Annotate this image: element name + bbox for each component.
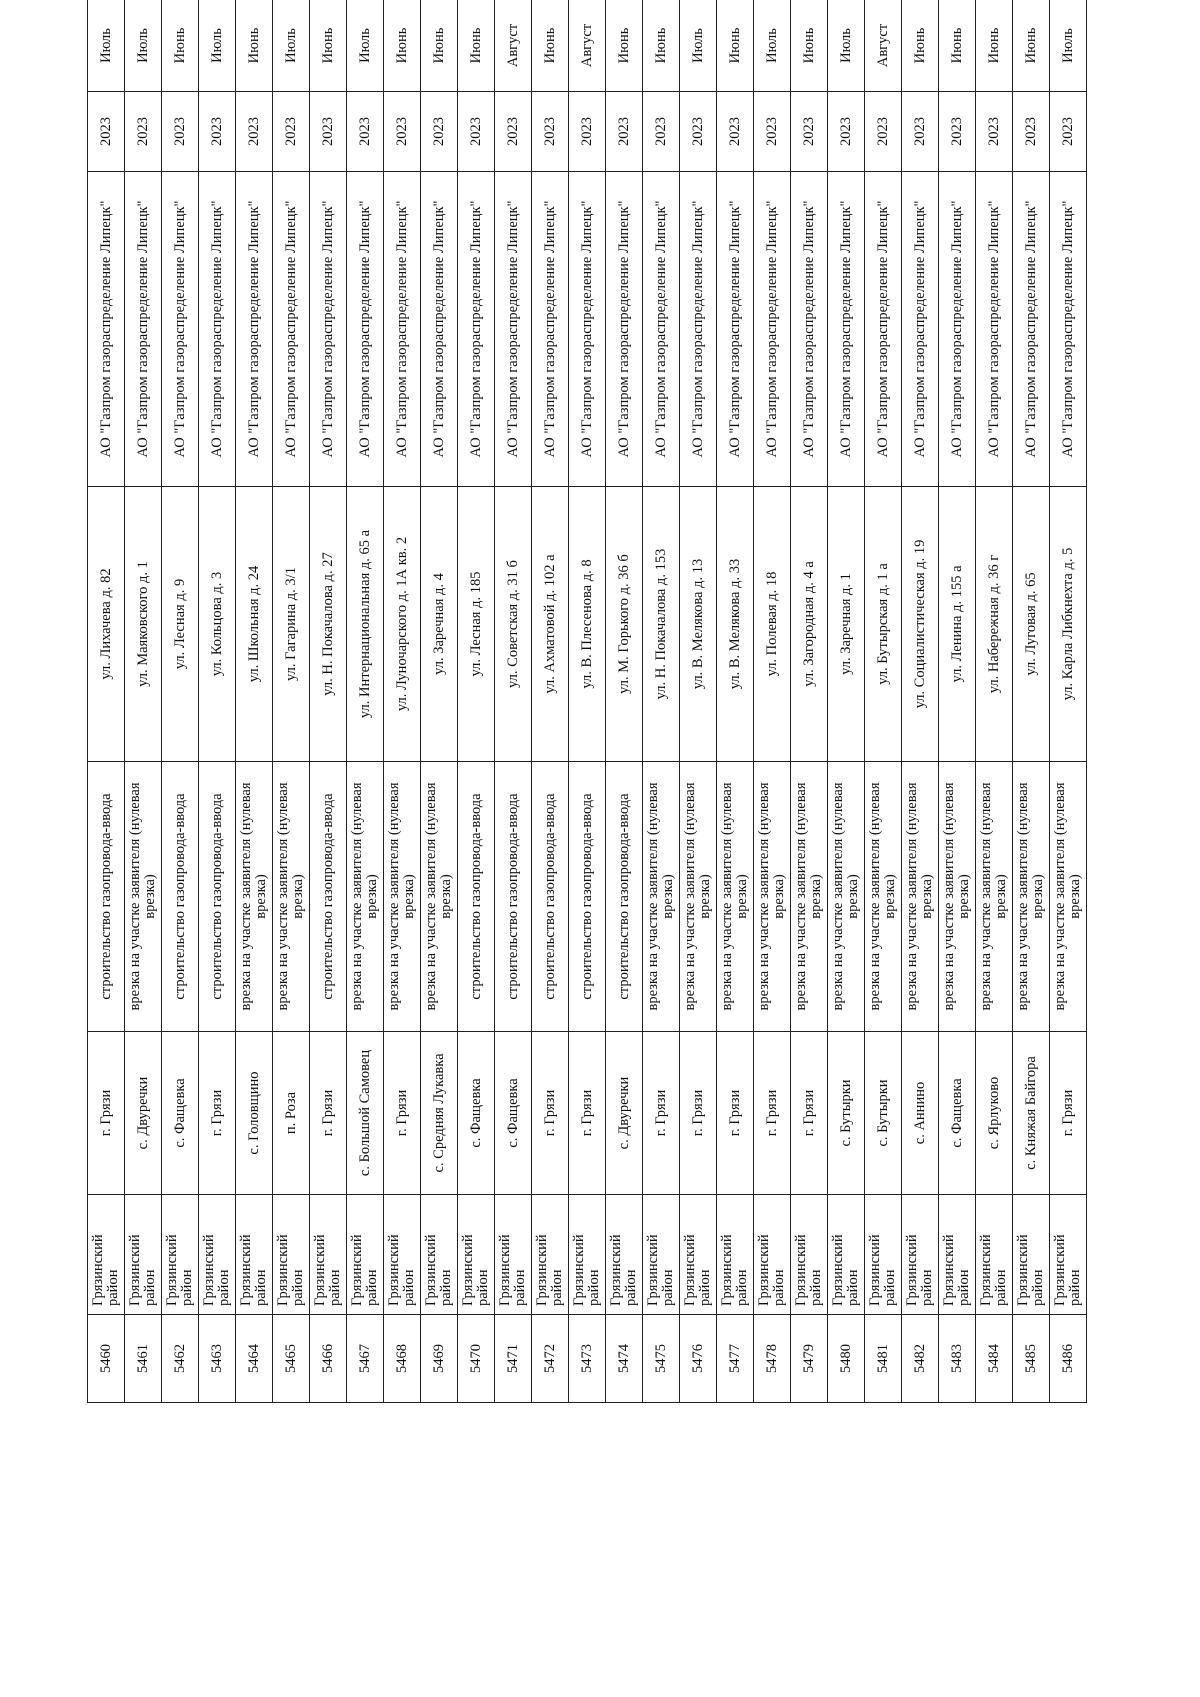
year-cell: 2023	[347, 92, 384, 172]
address-cell: ул. Полевая д. 18	[754, 487, 791, 762]
organization-cell: АО "Газпром газораспределение Липецк"	[717, 172, 754, 487]
address-cell: ул. Заречная д. 4	[421, 487, 458, 762]
locality-cell: с. Двуречки	[125, 1032, 162, 1195]
work-type-cell: строительство газопровода-ввода	[310, 762, 347, 1032]
district-cell: Грязинский район	[310, 1195, 347, 1315]
row-number-cell: 5469	[421, 1315, 458, 1403]
work-type-cell: врезка на участке заявителя (нулевая врезка)	[717, 762, 754, 1032]
row-number-cell: 5478	[754, 1315, 791, 1403]
month-cell: Июнь	[606, 0, 643, 92]
locality-cell: г. Грязи	[791, 1032, 828, 1195]
year-cell: 2023	[754, 92, 791, 172]
organization-cell: АО "Газпром газораспределение Липецк"	[643, 172, 680, 487]
address-cell: ул. Загородная д. 4 а	[791, 487, 828, 762]
locality-cell: с. Большой Самовец	[347, 1032, 384, 1195]
work-type-cell: врезка на участке заявителя (нулевая врезка)	[1050, 762, 1087, 1032]
organization-cell: АО "Газпром газораспределение Липецк"	[680, 172, 717, 487]
district-cell: Грязинский район	[125, 1195, 162, 1315]
row-number-cell: 5464	[236, 1315, 273, 1403]
work-type-cell: врезка на участке заявителя (нулевая врезка)	[828, 762, 865, 1032]
work-type-cell: врезка на участке заявителя (нулевая врезка)	[236, 762, 273, 1032]
address-cell: ул. Набережная д. 36 г	[976, 487, 1013, 762]
locality-cell: с. Головщино	[236, 1032, 273, 1195]
table-row	[162, 0, 199, 1403]
table-row	[421, 0, 458, 1403]
district-cell: Грязинский район	[88, 1195, 125, 1315]
work-type-cell: врезка на участке заявителя (нулевая врезка)	[421, 762, 458, 1032]
address-cell: ул. Кольцова д. 3	[199, 487, 236, 762]
month-cell: Июль	[1050, 0, 1087, 92]
district-cell: Грязинский район	[902, 1195, 939, 1315]
district-cell: Грязинский район	[828, 1195, 865, 1315]
organization-cell: АО "Газпром газораспределение Липецк"	[421, 172, 458, 487]
locality-cell: с. Ярлуково	[976, 1032, 1013, 1195]
organization-cell: АО "Газпром газораспределение Липецк"	[199, 172, 236, 487]
table-row	[273, 0, 310, 1403]
locality-cell: с. Средняя Лукавка	[421, 1032, 458, 1195]
row-number-cell: 5480	[828, 1315, 865, 1403]
month-cell: Август	[495, 0, 532, 92]
row-number-cell: 5470	[458, 1315, 495, 1403]
month-cell: Июль	[828, 0, 865, 92]
address-cell: ул. Бутырская д. 1 а	[865, 487, 902, 762]
locality-cell: с. Аннино	[902, 1032, 939, 1195]
row-number-cell: 5475	[643, 1315, 680, 1403]
month-cell: Июнь	[976, 0, 1013, 92]
district-cell: Грязинский район	[680, 1195, 717, 1315]
year-cell: 2023	[125, 92, 162, 172]
month-cell: Июнь	[310, 0, 347, 92]
organization-cell: АО "Газпром газораспределение Липецк"	[162, 172, 199, 487]
table-row	[902, 0, 939, 1403]
month-cell: Июль	[273, 0, 310, 92]
locality-cell: с. Фащевка	[458, 1032, 495, 1195]
table-row	[680, 0, 717, 1403]
address-cell: ул. Интернациональная д. 65 а	[347, 487, 384, 762]
district-cell: Грязинский район	[754, 1195, 791, 1315]
month-cell: Август	[569, 0, 606, 92]
year-cell: 2023	[88, 92, 125, 172]
month-cell: Июль	[680, 0, 717, 92]
address-cell: ул. Ленина д. 155 а	[939, 487, 976, 762]
work-type-cell: строительство газопровода-ввода	[199, 762, 236, 1032]
work-type-cell: врезка на участке заявителя (нулевая врезка)	[791, 762, 828, 1032]
locality-cell: г. Грязи	[643, 1032, 680, 1195]
organization-cell: АО "Газпром газораспределение Липецк"	[865, 172, 902, 487]
month-cell: Июнь	[458, 0, 495, 92]
locality-cell: п. Роза	[273, 1032, 310, 1195]
locality-cell: с. Фащевка	[939, 1032, 976, 1195]
month-cell: Июль	[199, 0, 236, 92]
month-cell: Июнь	[643, 0, 680, 92]
address-cell: ул. Лесная д. 9	[162, 487, 199, 762]
work-type-cell: врезка на участке заявителя (нулевая врезка)	[384, 762, 421, 1032]
work-type-cell: врезка на участке заявителя (нулевая врезка)	[902, 762, 939, 1032]
row-number-cell: 5479	[791, 1315, 828, 1403]
year-cell: 2023	[532, 92, 569, 172]
address-cell: ул. Лихачева д. 82	[88, 487, 125, 762]
month-cell: Июнь	[902, 0, 939, 92]
address-cell: ул. Луночарского д. 1А кв. 2	[384, 487, 421, 762]
address-cell: ул. Карла Либкнехта д. 5	[1050, 487, 1087, 762]
year-cell: 2023	[606, 92, 643, 172]
district-cell: Грязинский район	[717, 1195, 754, 1315]
district-cell: Грязинский район	[791, 1195, 828, 1315]
locality-cell: г. Грязи	[199, 1032, 236, 1195]
year-cell: 2023	[569, 92, 606, 172]
row-number-cell: 5465	[273, 1315, 310, 1403]
table-row	[1050, 0, 1087, 1403]
month-cell: Август	[865, 0, 902, 92]
row-number-cell: 5460	[88, 1315, 125, 1403]
work-type-cell: врезка на участке заявителя (нулевая врезка)	[1013, 762, 1050, 1032]
month-cell: Июнь	[236, 0, 273, 92]
organization-cell: АО "Газпром газораспределение Липецк"	[902, 172, 939, 487]
table-row	[310, 0, 347, 1403]
locality-cell: г. Грязи	[310, 1032, 347, 1195]
locality-cell: г. Грязи	[1050, 1032, 1087, 1195]
rotated-page	[87, 0, 1087, 1403]
row-number-cell: 5477	[717, 1315, 754, 1403]
year-cell: 2023	[828, 92, 865, 172]
locality-cell: с. Бутырки	[828, 1032, 865, 1195]
organization-cell: АО "Газпром газораспределение Липецк"	[347, 172, 384, 487]
organization-cell: АО "Газпром газораспределение Липецк"	[88, 172, 125, 487]
locality-cell: с. Фащевка	[162, 1032, 199, 1195]
row-number-cell: 5468	[384, 1315, 421, 1403]
locality-cell: г. Грязи	[680, 1032, 717, 1195]
table-row	[939, 0, 976, 1403]
work-type-cell: строительство газопровода-ввода	[532, 762, 569, 1032]
table-row	[828, 0, 865, 1403]
month-cell: Июнь	[162, 0, 199, 92]
row-number-cell: 5473	[569, 1315, 606, 1403]
year-cell: 2023	[976, 92, 1013, 172]
row-number-cell: 5467	[347, 1315, 384, 1403]
district-cell: Грязинский район	[236, 1195, 273, 1315]
year-cell: 2023	[273, 92, 310, 172]
district-cell: Грязинский район	[273, 1195, 310, 1315]
organization-cell: АО "Газпром газораспределение Липецк"	[310, 172, 347, 487]
locality-cell: г. Грязи	[754, 1032, 791, 1195]
district-cell: Грязинский район	[162, 1195, 199, 1315]
table-row	[606, 0, 643, 1403]
work-type-cell: строительство газопровода-ввода	[569, 762, 606, 1032]
district-cell: Грязинский район	[532, 1195, 569, 1315]
row-number-cell: 5466	[310, 1315, 347, 1403]
address-cell: ул. Социалистическая д. 19	[902, 487, 939, 762]
row-number-cell: 5472	[532, 1315, 569, 1403]
table-row	[532, 0, 569, 1403]
district-cell: Грязинский район	[569, 1195, 606, 1315]
organization-cell: АО "Газпром газораспределение Липецк"	[754, 172, 791, 487]
year-cell: 2023	[1050, 92, 1087, 172]
row-number-cell: 5471	[495, 1315, 532, 1403]
locality-cell: с. Двуречки	[606, 1032, 643, 1195]
year-cell: 2023	[421, 92, 458, 172]
organization-cell: АО "Газпром газораспределение Липецк"	[384, 172, 421, 487]
row-number-cell: 5476	[680, 1315, 717, 1403]
table-row	[458, 0, 495, 1403]
year-cell: 2023	[458, 92, 495, 172]
locality-cell: г. Грязи	[532, 1032, 569, 1195]
table-row	[754, 0, 791, 1403]
work-type-cell: строительство газопровода-ввода	[606, 762, 643, 1032]
address-cell: ул. Советская д. 31 б	[495, 487, 532, 762]
district-cell: Грязинский район	[976, 1195, 1013, 1315]
work-type-cell: врезка на участке заявителя (нулевая врезка)	[939, 762, 976, 1032]
row-number-cell: 5481	[865, 1315, 902, 1403]
address-cell: ул. Луговая д. 65	[1013, 487, 1050, 762]
address-cell: ул. Гагарина д. 3/1	[273, 487, 310, 762]
work-type-cell: врезка на участке заявителя (нулевая врезка)	[125, 762, 162, 1032]
month-cell: Июнь	[532, 0, 569, 92]
organization-cell: АО "Газпром газораспределение Липецк"	[939, 172, 976, 487]
address-cell: ул. Н. Покачалова д. 27	[310, 487, 347, 762]
table-row	[384, 0, 421, 1403]
table-row	[717, 0, 754, 1403]
table-row	[88, 0, 125, 1403]
year-cell: 2023	[1013, 92, 1050, 172]
table-row	[125, 0, 162, 1403]
month-cell: Июль	[88, 0, 125, 92]
year-cell: 2023	[162, 92, 199, 172]
row-number-cell: 5482	[902, 1315, 939, 1403]
organization-cell: АО "Газпром газораспределение Липецк"	[1050, 172, 1087, 487]
address-cell: ул. М. Горького д. 36 б	[606, 487, 643, 762]
organization-cell: АО "Газпром газораспределение Липецк"	[569, 172, 606, 487]
address-cell: ул. Школьная д. 24	[236, 487, 273, 762]
year-cell: 2023	[310, 92, 347, 172]
year-cell: 2023	[939, 92, 976, 172]
table-row	[643, 0, 680, 1403]
locality-cell: г. Грязи	[717, 1032, 754, 1195]
year-cell: 2023	[495, 92, 532, 172]
address-cell: ул. Ахматовой д. 102 а	[532, 487, 569, 762]
table-row	[236, 0, 273, 1403]
table-row	[976, 0, 1013, 1403]
locality-cell: с. Бутырки	[865, 1032, 902, 1195]
row-number-cell: 5485	[1013, 1315, 1050, 1403]
year-cell: 2023	[791, 92, 828, 172]
organization-cell: АО "Газпром газораспределение Липецк"	[273, 172, 310, 487]
organization-cell: АО "Газпром газораспределение Липецк"	[125, 172, 162, 487]
year-cell: 2023	[199, 92, 236, 172]
address-cell: ул. Заречная д. 1	[828, 487, 865, 762]
row-number-cell: 5483	[939, 1315, 976, 1403]
row-number-cell: 5462	[162, 1315, 199, 1403]
month-cell: Июнь	[717, 0, 754, 92]
organization-cell: АО "Газпром газораспределение Липецк"	[495, 172, 532, 487]
organization-cell: АО "Газпром газораспределение Липецк"	[1013, 172, 1050, 487]
month-cell: Июнь	[384, 0, 421, 92]
district-cell: Грязинский район	[347, 1195, 384, 1315]
table-body	[88, 0, 1087, 1403]
month-cell: Июль	[125, 0, 162, 92]
district-cell: Грязинский район	[458, 1195, 495, 1315]
table-row	[1013, 0, 1050, 1403]
month-cell: Июль	[754, 0, 791, 92]
address-cell: ул. В. Мелякова д. 33	[717, 487, 754, 762]
table-row	[791, 0, 828, 1403]
work-type-cell: врезка на участке заявителя (нулевая врезка)	[643, 762, 680, 1032]
row-number-cell: 5463	[199, 1315, 236, 1403]
year-cell: 2023	[680, 92, 717, 172]
district-cell: Грязинский район	[1013, 1195, 1050, 1315]
work-type-cell: строительство газопровода-ввода	[88, 762, 125, 1032]
table-row	[199, 0, 236, 1403]
gas-connection-table	[87, 0, 1087, 1403]
organization-cell: АО "Газпром газораспределение Липецк"	[458, 172, 495, 487]
district-cell: Грязинский район	[865, 1195, 902, 1315]
locality-cell: г. Грязи	[384, 1032, 421, 1195]
district-cell: Грязинский район	[495, 1195, 532, 1315]
year-cell: 2023	[236, 92, 273, 172]
organization-cell: АО "Газпром газораспределение Липецк"	[828, 172, 865, 487]
work-type-cell: врезка на участке заявителя (нулевая врезка)	[865, 762, 902, 1032]
work-type-cell: врезка на участке заявителя (нулевая врезка)	[347, 762, 384, 1032]
organization-cell: АО "Газпром газораспределение Липецк"	[236, 172, 273, 487]
month-cell: Июнь	[791, 0, 828, 92]
year-cell: 2023	[643, 92, 680, 172]
year-cell: 2023	[384, 92, 421, 172]
month-cell: Июнь	[939, 0, 976, 92]
locality-cell: г. Грязи	[88, 1032, 125, 1195]
district-cell: Грязинский район	[606, 1195, 643, 1315]
work-type-cell: врезка на участке заявителя (нулевая врезка)	[976, 762, 1013, 1032]
work-type-cell: врезка на участке заявителя (нулевая врезка)	[273, 762, 310, 1032]
month-cell: Июнь	[421, 0, 458, 92]
district-cell: Грязинский район	[643, 1195, 680, 1315]
address-cell: ул. Маяковского д. 1	[125, 487, 162, 762]
organization-cell: АО "Газпром газораспределение Липецк"	[791, 172, 828, 487]
year-cell: 2023	[717, 92, 754, 172]
row-number-cell: 5484	[976, 1315, 1013, 1403]
work-type-cell: строительство газопровода-ввода	[495, 762, 532, 1032]
table-row	[347, 0, 384, 1403]
month-cell: Июнь	[1013, 0, 1050, 92]
district-cell: Грязинский район	[384, 1195, 421, 1315]
work-type-cell: врезка на участке заявителя (нулевая врезка)	[754, 762, 791, 1032]
district-cell: Грязинский район	[421, 1195, 458, 1315]
district-cell: Грязинский район	[199, 1195, 236, 1315]
district-cell: Грязинский район	[1050, 1195, 1087, 1315]
row-number-cell: 5486	[1050, 1315, 1087, 1403]
work-type-cell: врезка на участке заявителя (нулевая врезка)	[680, 762, 717, 1032]
year-cell: 2023	[865, 92, 902, 172]
address-cell: ул. В. Плесенова д. 8	[569, 487, 606, 762]
table-row	[865, 0, 902, 1403]
address-cell: ул. В. Мелякова д. 13	[680, 487, 717, 762]
organization-cell: АО "Газпром газораспределение Липецк"	[606, 172, 643, 487]
organization-cell: АО "Газпром газораспределение Липецк"	[532, 172, 569, 487]
month-cell: Июль	[347, 0, 384, 92]
row-number-cell: 5461	[125, 1315, 162, 1403]
row-number-cell: 5474	[606, 1315, 643, 1403]
table-row	[569, 0, 606, 1403]
address-cell: ул. Лесная д. 185	[458, 487, 495, 762]
locality-cell: г. Грязи	[569, 1032, 606, 1195]
work-type-cell: строительство газопровода-ввода	[162, 762, 199, 1032]
year-cell: 2023	[902, 92, 939, 172]
table-row	[495, 0, 532, 1403]
work-type-cell: строительство газопровода-ввода	[458, 762, 495, 1032]
address-cell: ул. Н. Покачалова д. 153	[643, 487, 680, 762]
organization-cell: АО "Газпром газораспределение Липецк"	[976, 172, 1013, 487]
district-cell: Грязинский район	[939, 1195, 976, 1315]
locality-cell: с. Княжая Байгора	[1013, 1032, 1050, 1195]
locality-cell: с. Фащевка	[495, 1032, 532, 1195]
